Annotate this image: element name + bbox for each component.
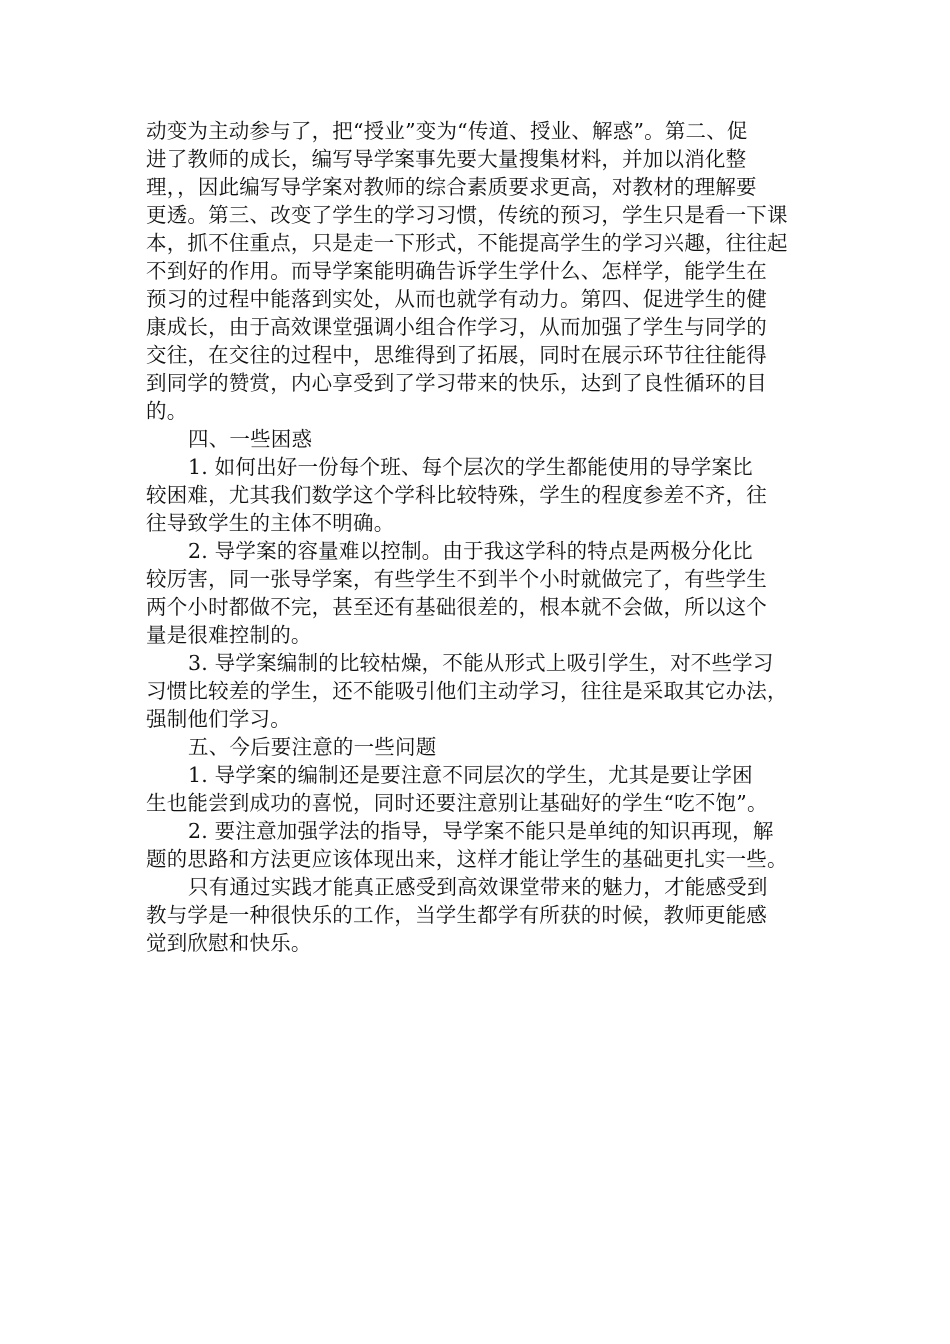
text-line: 较厉害，同一张导学案，有些学生不到半个小时就做完了，有些学生	[146, 567, 767, 591]
document-body	[146, 117, 810, 957]
text-line: 两个小时都做不完，甚至还有基础很差的，根本就不会做，所以这个	[146, 595, 767, 619]
text-line: 动变为主动参与了，把“授业”变为“传道、授业、解惑”。第二、促	[146, 119, 748, 143]
text-line: 生也能尝到成功的喜悦，同时还要注意别让基础好的学生“吃不饱”。	[146, 791, 768, 815]
text-line: 较困难，尤其我们数学这个学科比较特殊，学生的程度参差不齐，往	[146, 483, 767, 507]
text-line: 到同学的赞赏，内心享受到了学习带来的快乐，达到了良性循环的目	[146, 371, 767, 395]
section-heading: 四、一些困惑	[188, 427, 313, 451]
text-line: 本，抓不住重点，只是走一下形式，不能提高学生的学习兴趣，往往起	[146, 231, 788, 255]
text-line: 习惯比较差的学生，还不能吸引他们主动学习，往往是采取其它办法，	[146, 679, 788, 703]
text-line: 康成长，由于高效课堂强调小组合作学习，从而加强了学生与同学的	[146, 315, 767, 339]
text-line: 理，，因此编写导学案对教师的综合素质要求更高，对教材的理解要	[146, 175, 757, 199]
text-line: 交往，在交往的过程中，思维得到了拓展，同时在展示环节往往能得	[146, 343, 767, 367]
text-line: 的。	[146, 399, 188, 423]
text-line: 1. 导学案的编制还是要注意不同层次的学生，尤其是要让学困	[188, 763, 753, 787]
text-line: 觉到欣慰和快乐。	[146, 931, 312, 955]
text-line: 2. 导学案的容量难以控制。由于我这学科的特点是两极分化比	[188, 539, 753, 563]
text-line: 往导致学生的主体不明确。	[146, 511, 395, 535]
text-line: 更透。第三、改变了学生的学习习惯，传统的预习，学生只是看一下课	[146, 203, 788, 227]
section-heading: 五、今后要注意的一些问题	[188, 735, 437, 759]
text-line: 预习的过程中能落到实处，从而也就学有动力。第四、促进学生的健	[146, 287, 767, 311]
text-line: 量是很难控制的。	[146, 623, 312, 647]
text-line: 1. 如何出好一份每个班、每个层次的学生都能使用的导学案比	[188, 455, 753, 479]
text-line: 强制他们学习。	[146, 707, 291, 731]
text-line: 3. 导学案编制的比较枯燥，不能从形式上吸引学生，对不些学习	[188, 651, 774, 675]
text-line: 教与学是一种很快乐的工作，当学生都学有所获的时候，教师更能感	[146, 903, 767, 927]
text-line: 进了教师的成长，编写导学案事先要大量搜集材料，并加以消化整	[146, 147, 747, 171]
text-line: 题的思路和方法更应该体现出来，这样才能让学生的基础更扎实一些。	[146, 847, 788, 871]
text-line: 不到好的作用。而导学案能明确告诉学生学什么、怎样学，能学生在	[146, 259, 767, 283]
text-line: 只有通过实践才能真正感受到高效课堂带来的魅力，才能感受到	[188, 875, 768, 899]
text-line: 2. 要注意加强学法的指导，导学案不能只是单纯的知识再现，解	[188, 819, 774, 843]
